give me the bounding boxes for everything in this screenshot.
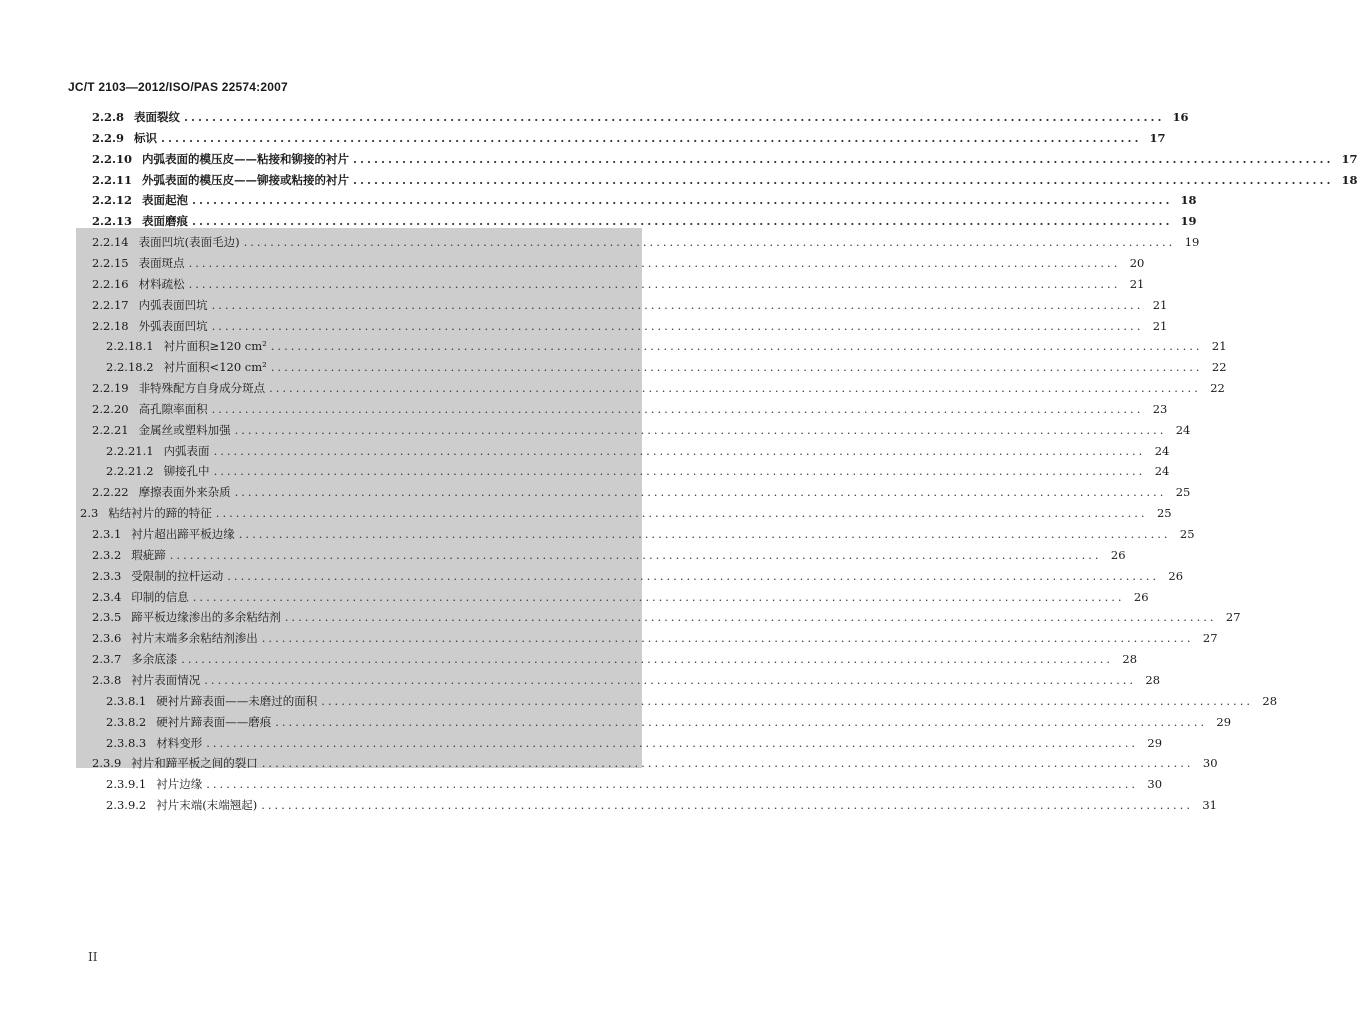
toc-entry-page: 24 <box>1175 422 1191 437</box>
toc-entry-page: 19 <box>1180 214 1197 229</box>
toc-entry-title: 衬片表面情况 <box>131 672 201 687</box>
toc-entry-page: 17 <box>1341 151 1358 166</box>
toc-dot-leader: ............................................................................................................................................ <box>261 756 1194 771</box>
toc-entry-number: 2.2.8 <box>92 110 125 124</box>
toc-entry-title: 外弧表面的模压皮——铆接或粘接的衬片 <box>142 172 350 187</box>
toc-entry-page: 17 <box>1149 130 1166 145</box>
toc-dot-leader: ............................................................................................................................................ <box>215 506 1148 521</box>
toc-entry[interactable] <box>92 753 1218 773</box>
toc-entry-number: 2.3.8.3 <box>106 735 147 750</box>
toc-entry-number: 2.3.8.1 <box>106 693 147 708</box>
toc-dot-leader: ............................................................................................................................................ <box>243 235 1176 250</box>
toc-entry-title: 衬片末端(末端翘起) <box>156 798 258 813</box>
toc-entry[interactable] <box>92 670 1161 690</box>
toc-entry-title: 多余底漆 <box>131 652 178 667</box>
toc-entry[interactable] <box>80 503 1172 523</box>
toc-dot-leader: ............................................................................................................................................ <box>270 339 1203 354</box>
toc-dot-leader: ............................................................................................................................................ <box>206 777 1139 792</box>
toc-entry[interactable] <box>106 712 1232 732</box>
toc-entry[interactable] <box>106 336 1227 356</box>
toc-dot-leader: ............................................................................................................................................ <box>184 110 1165 124</box>
toc-dot-leader: ............................................................................................................................................ <box>188 276 1121 291</box>
toc-entry[interactable] <box>92 316 1168 336</box>
toc-entry-page: 29 <box>1216 714 1232 729</box>
toc-entry[interactable] <box>92 399 1168 419</box>
toc-dot-leader: ............................................................................................................................................ <box>206 735 1139 750</box>
toc-entry-title: 粘结衬片的蹄的特征 <box>108 506 212 521</box>
toc-dot-leader: ............................................................................................................................................ <box>181 652 1114 667</box>
toc-entry[interactable] <box>92 524 1195 544</box>
toc-entry-page: 24 <box>1154 443 1170 458</box>
toc-entry-number: 2.2.18.1 <box>106 339 154 354</box>
toc-entry-title: 内弧表面 <box>163 443 210 458</box>
toc-entry[interactable] <box>106 774 1163 794</box>
toc-entry-number: 2.3.9.2 <box>106 798 147 813</box>
toc-entry-page: 19 <box>1184 235 1200 250</box>
toc-entry-number: 2.3.1 <box>92 527 122 541</box>
toc-entry-number: 2.2.18 <box>92 318 129 333</box>
toc-entry-page: 25 <box>1156 506 1172 521</box>
toc-entry-page: 27 <box>1225 610 1241 625</box>
toc-entry-title: 高孔隙率面积 <box>138 401 208 416</box>
toc-entry[interactable] <box>92 420 1191 440</box>
toc-dot-leader: ............................................................................................................................................ <box>188 255 1121 270</box>
toc-entry-title: 外弧表面凹坑 <box>138 318 208 333</box>
toc-entry-title: 材料变形 <box>156 735 203 750</box>
toc-entry-page: 20 <box>1129 255 1145 270</box>
toc-entry-title: 铆接孔中 <box>163 464 210 479</box>
toc-entry-page: 24 <box>1154 464 1170 479</box>
toc-entry[interactable] <box>92 149 1358 169</box>
toc-entry-page: 26 <box>1133 589 1149 604</box>
toc-entry-number: 2.3 <box>80 506 99 521</box>
toc-entry-page: 22 <box>1210 381 1225 396</box>
toc-entry-title: 内弧表面凹坑 <box>138 297 208 312</box>
toc-entry-number: 2.3.8.2 <box>106 714 147 729</box>
toc-entry-number: 2.2.16 <box>92 276 129 291</box>
toc-entry[interactable] <box>92 211 1197 231</box>
toc-entry[interactable] <box>92 190 1197 210</box>
toc-entry-page: 25 <box>1175 485 1191 500</box>
toc-entry-page: 30 <box>1147 777 1163 792</box>
toc-dot-leader: ............................................................................................................................................ <box>234 485 1167 500</box>
toc-entry-number: 2.2.11 <box>92 172 133 187</box>
toc-dot-leader: ............................................................................................................................................ <box>284 610 1217 625</box>
toc-entry[interactable] <box>92 274 1145 294</box>
toc-entry-number: 2.2.21.1 <box>106 443 154 458</box>
toc-entry-title: 衬片和蹄平板之间的裂口 <box>131 756 258 771</box>
toc-entry[interactable] <box>106 357 1227 377</box>
toc-entry-number: 2.2.19 <box>92 381 129 396</box>
toc-entry-page: 21 <box>1129 276 1145 291</box>
toc-entry-title: 衬片边缘 <box>156 777 203 792</box>
toc-entry-number: 2.2.21 <box>92 422 129 437</box>
toc-entry-title: 瑕疵蹄 <box>131 547 166 562</box>
toc-entry-title: 蹄平板边缘渗出的多余粘结剂 <box>131 610 281 625</box>
toc-entry-title: 硬衬片蹄表面——磨痕 <box>156 714 272 729</box>
toc-dot-leader: ............................................................................................................................................ <box>213 443 1146 458</box>
toc-entry-title: 表面磨痕 <box>142 214 189 229</box>
toc-entry-number: 2.2.18.2 <box>106 360 154 375</box>
page-number: II <box>88 950 98 964</box>
toc-entry[interactable] <box>92 566 1184 586</box>
toc-entry[interactable] <box>92 295 1168 315</box>
toc-entry-title: 金属丝或塑料加强 <box>138 422 231 437</box>
toc-entry-title: 表面裂纹 <box>134 110 181 124</box>
toc-entry-number: 2.2.22 <box>92 485 129 500</box>
toc-entry-title: 受限制的拉杆运动 <box>131 568 224 583</box>
toc-dot-leader: ............................................................................................................................................ <box>261 798 1193 813</box>
toc-entry-number: 2.3.4 <box>92 589 122 604</box>
toc-entry[interactable] <box>92 607 1241 627</box>
toc-entry-number: 2.3.3 <box>92 568 122 583</box>
toc-entry-title: 内弧表面的模压皮——粘接和铆接的衬片 <box>142 151 350 166</box>
toc-entry-title: 非特殊配方自身成分斑点 <box>138 381 266 396</box>
toc-entry-title: 印制的信息 <box>131 589 189 604</box>
toc-entry[interactable] <box>92 587 1149 607</box>
toc-entry-page: 31 <box>1202 798 1217 813</box>
toc-dot-leader: ............................................................................................................................................ <box>269 381 1201 396</box>
toc-entry-number: 2.3.7 <box>92 652 122 667</box>
toc-dot-leader: ............................................................................................................................................ <box>192 589 1125 604</box>
toc-entry-number: 2.2.14 <box>92 235 129 250</box>
toc-dot-leader: ............................................................................................................................................ <box>211 401 1144 416</box>
toc-dot-leader: ............................................................................................................................................ <box>234 422 1167 437</box>
toc-dot-leader: ............................................................................................................................................ <box>192 214 1173 229</box>
toc-entry[interactable] <box>92 545 1126 565</box>
toc-dot-leader: ............................................................................................................................................ <box>192 193 1173 208</box>
toc-entry-title: 材料疏松 <box>138 276 185 291</box>
toc-dot-leader: ............................................................................................................................................ <box>353 172 1334 187</box>
toc-entry-title: 衬片面积≥120 cm² <box>163 339 267 354</box>
toc-entry-title: 硬衬片蹄表面——未磨过的面积 <box>156 693 318 708</box>
toc-entry-page: 27 <box>1202 631 1218 646</box>
toc-entry-title: 表面斑点 <box>138 255 185 270</box>
toc-entry-number: 2.2.13 <box>92 214 133 229</box>
toc-dot-leader: ............................................................................................................................................ <box>270 360 1203 375</box>
toc-entry[interactable] <box>92 107 1189 127</box>
toc-entry-page: 18 <box>1341 172 1358 187</box>
toc-entry-number: 2.3.2 <box>92 547 122 562</box>
toc-entry-number: 2.2.9 <box>92 130 125 145</box>
toc-dot-leader: ............................................................................................................................................ <box>275 714 1208 729</box>
toc-entry-number: 2.3.9 <box>92 756 122 771</box>
toc-entry-title: 衬片末端多余粘结剂渗出 <box>131 631 258 646</box>
toc-entry-number: 2.2.15 <box>92 255 129 270</box>
toc-entry-page: 29 <box>1147 735 1163 750</box>
toc-dot-leader: ............................................................................................................................................ <box>211 297 1144 312</box>
toc-dot-leader: ............................................................................................................................................ <box>169 547 1102 562</box>
toc-entry-number: 2.2.10 <box>92 151 133 166</box>
toc-dot-leader: ............................................................................................................................................ <box>238 527 1171 541</box>
toc-entry-page: 28 <box>1122 652 1138 667</box>
toc-entry[interactable] <box>92 170 1358 190</box>
toc-dot-leader: ............................................................................................................................................ <box>321 693 1254 708</box>
toc-entry-page: 26 <box>1110 547 1126 562</box>
toc-entry[interactable] <box>92 482 1191 502</box>
toc-entry[interactable] <box>106 691 1278 711</box>
toc-entry-number: 2.2.20 <box>92 401 129 416</box>
toc-entry-page: 21 <box>1152 297 1168 312</box>
document-standard-header: JC/T 2103—2012/ISO/PAS 22574:2007 <box>68 80 288 94</box>
toc-dot-leader: ............................................................................................................................................ <box>227 568 1160 583</box>
toc-entry-number: 2.3.8 <box>92 672 122 687</box>
toc-entry-title: 衬片面积<120 cm² <box>163 360 267 375</box>
toc-entry-number: 2.2.21.2 <box>106 464 154 479</box>
toc-entry-title: 摩擦表面外来杂质 <box>138 485 231 500</box>
toc-entry-number: 2.3.6 <box>92 631 122 646</box>
toc-entry-title: 标识 <box>134 130 158 145</box>
toc-dot-leader: ............................................................................................................................................ <box>204 672 1137 687</box>
toc-entry-page: 21 <box>1211 339 1227 354</box>
toc-entry[interactable] <box>92 628 1218 648</box>
toc-entry[interactable] <box>92 649 1138 669</box>
toc-dot-leader: ............................................................................................................................................ <box>213 464 1146 479</box>
toc-entry[interactable] <box>92 378 1225 398</box>
toc-entry-page: 22 <box>1211 360 1227 375</box>
toc-dot-leader: ............................................................................................................................................ <box>261 631 1194 646</box>
toc-entry-page: 18 <box>1180 193 1197 208</box>
toc-dot-leader: ............................................................................................................................................ <box>161 130 1142 145</box>
toc-entry[interactable] <box>106 441 1170 461</box>
toc-entry[interactable] <box>106 733 1163 753</box>
toc-entry-page: 30 <box>1202 756 1218 771</box>
toc-entry-page: 16 <box>1172 110 1189 124</box>
toc-dot-leader: ............................................................................................................................................ <box>211 318 1144 333</box>
toc-entry[interactable] <box>92 232 1200 252</box>
toc-entry-page: 21 <box>1152 318 1168 333</box>
toc-entry-page: 28 <box>1262 693 1278 708</box>
toc-entry[interactable] <box>92 253 1145 273</box>
toc-entry-page: 26 <box>1168 568 1184 583</box>
toc-entry-page: 25 <box>1179 527 1195 541</box>
toc-entry-number: 2.2.17 <box>92 297 129 312</box>
toc-entry-page: 28 <box>1145 672 1161 687</box>
toc-entry-number: 2.3.5 <box>92 610 122 625</box>
toc-entry[interactable] <box>92 128 1166 148</box>
toc-entry-page: 23 <box>1152 401 1168 416</box>
toc-entry-number: 2.2.12 <box>92 193 133 208</box>
toc-dot-leader: ............................................................................................................................................ <box>353 151 1334 166</box>
toc-entry[interactable] <box>106 461 1170 481</box>
toc-entry-title: 表面凹坑(表面毛边) <box>138 235 240 250</box>
toc-entry-number: 2.3.9.1 <box>106 777 147 792</box>
toc-entry-title: 表面起泡 <box>142 193 189 208</box>
toc-entry[interactable] <box>106 795 1217 815</box>
toc-entry-title: 衬片超出蹄平板边缘 <box>131 527 235 541</box>
